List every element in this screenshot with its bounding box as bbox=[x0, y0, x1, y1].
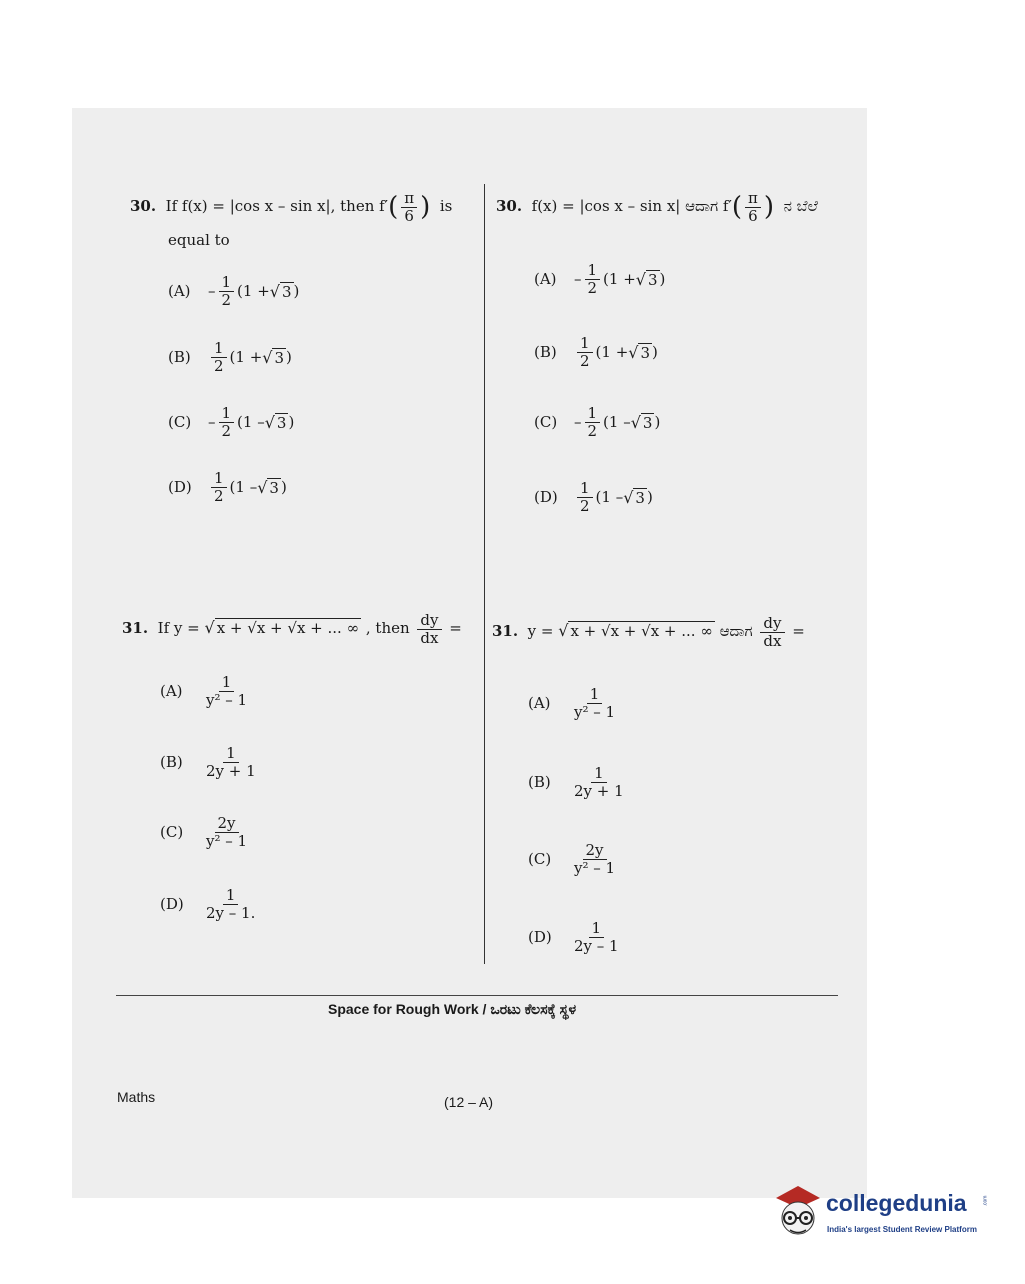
root-icon: √ bbox=[623, 487, 634, 507]
fraction-denominator: y² – 1 bbox=[206, 690, 248, 709]
option-label: (A) bbox=[528, 694, 551, 712]
option-radicand: 3 bbox=[276, 413, 287, 432]
option-label: (B) bbox=[160, 753, 183, 771]
option-paren-close: ) bbox=[654, 413, 661, 431]
option-sign: – bbox=[208, 282, 216, 300]
fraction-denominator: 2 bbox=[580, 496, 590, 515]
q31-en-stem-prefix: If y = bbox=[157, 619, 200, 637]
fraction-denominator: y² – 1 bbox=[206, 831, 248, 850]
root-icon: √ bbox=[628, 342, 639, 362]
option-sign: – bbox=[574, 270, 582, 288]
q30-en-stem-line2: equal to bbox=[168, 231, 230, 249]
q30-en-option-b bbox=[168, 340, 292, 374]
fraction-denominator: y² – 1 bbox=[574, 702, 616, 721]
fraction-numerator: 1 bbox=[211, 470, 227, 488]
fraction-numerator: 1 bbox=[219, 405, 235, 423]
option-fraction bbox=[203, 674, 250, 708]
fraction-denominator: y² – 1 bbox=[574, 858, 616, 877]
root-icon: √ bbox=[635, 269, 646, 289]
option-radicand: 3 bbox=[640, 343, 651, 362]
q31-kn-stem-mid: ಆದಾಗ bbox=[719, 622, 753, 640]
fraction-denominator: 2 bbox=[587, 278, 598, 297]
option-label: (A) bbox=[168, 282, 191, 300]
q30-en-stem-suffix: is bbox=[439, 197, 453, 215]
q31-en-option-b bbox=[160, 745, 262, 779]
fraction-numerator: 1 bbox=[591, 765, 607, 783]
q31-kn-stem: 31. y = √ x + √x + √x + ... ∞ ಆದಾಗ $\frac{dy}{dx}$ = bbox=[492, 614, 805, 650]
q31-en-stem: 31. If y = √ x + √x + √x + ... ∞ , then $\frac{dy}{dx}$ = bbox=[122, 611, 462, 647]
option-label: (C) bbox=[168, 413, 192, 431]
option-label: (B) bbox=[168, 348, 191, 366]
root-icon: √ bbox=[269, 281, 280, 301]
q30-kn-option-d bbox=[534, 480, 653, 514]
logo-tagline: India's largest Student Review Platform bbox=[827, 1225, 977, 1234]
logo-name: collegedunia bbox=[826, 1190, 967, 1216]
option-radicand: 3 bbox=[269, 478, 279, 497]
option-sign: – bbox=[574, 413, 582, 431]
option-paren-open: (1 – bbox=[595, 488, 624, 506]
q30-en-number: 30. bbox=[130, 197, 157, 215]
fraction-denominator: 2 bbox=[221, 421, 232, 440]
fraction-numerator: 2y bbox=[215, 815, 239, 833]
option-fraction bbox=[203, 887, 258, 921]
rough-work-label: Space for Rough Work / ಒರಟು ಕೆಲಸಕ್ಕೆ ಸ್ಥಳ bbox=[328, 1001, 577, 1017]
option-fraction bbox=[219, 405, 235, 439]
option-radicand: 3 bbox=[647, 270, 658, 289]
q30-kn-stem: 30. f(x) = |cos x – sin x| ಆದಾಗ f′( $\frac{\pi}{6}$ ) ನ ಬೆಲೆ bbox=[496, 189, 818, 225]
q30-kn-option-c bbox=[534, 405, 660, 439]
q30-kn-stem-text: f(x) = |cos x – sin x| ಆದಾಗ f′ bbox=[531, 197, 732, 215]
footer-page-number: (12 – A) bbox=[444, 1094, 494, 1110]
option-fraction bbox=[571, 686, 618, 720]
q30-en-pi-over-6: $\frac{\pi}{6}$ bbox=[401, 190, 417, 224]
rough-work-rule bbox=[116, 995, 838, 996]
option-label: (D) bbox=[168, 478, 192, 496]
fraction-denominator: 2 bbox=[221, 290, 232, 309]
option-fraction bbox=[219, 274, 235, 308]
option-fraction bbox=[571, 920, 622, 954]
fraction-numerator: 1 bbox=[577, 335, 593, 353]
option-label: (A) bbox=[534, 270, 557, 288]
option-paren-open: (1 + bbox=[603, 270, 636, 288]
root-icon: √ bbox=[262, 347, 273, 367]
q31-en-radicand: x + √x + √x + ... ∞ bbox=[216, 619, 360, 637]
fraction-denominator: 2 bbox=[587, 421, 598, 440]
q31-en-eq: = bbox=[449, 619, 462, 637]
option-paren-close: ) bbox=[293, 282, 300, 300]
q31-en-option-c bbox=[160, 815, 253, 849]
option-radicand: 3 bbox=[635, 488, 645, 507]
q31-kn-stem-prefix: y = bbox=[527, 622, 554, 640]
q31-en-number: 31. bbox=[122, 619, 149, 637]
fraction-denominator: 2 bbox=[580, 351, 590, 370]
fraction-numerator: 1 bbox=[585, 405, 601, 423]
option-fraction bbox=[211, 340, 227, 374]
q30-en-option-d bbox=[168, 470, 287, 504]
option-paren-open: (1 + bbox=[229, 348, 263, 366]
fraction-denominator: 2y – 1 bbox=[574, 936, 619, 955]
root-icon: √ bbox=[630, 412, 641, 432]
option-label: (C) bbox=[528, 850, 552, 868]
q31-en-option-d bbox=[160, 887, 261, 921]
option-paren-close: ) bbox=[280, 478, 287, 496]
fraction-denominator: 2y + 1 bbox=[206, 761, 256, 780]
option-label: (D) bbox=[160, 895, 184, 913]
option-paren-open: (1 – bbox=[229, 478, 258, 496]
q31-kn-option-b bbox=[528, 765, 630, 799]
fraction-denominator: 2 bbox=[214, 356, 224, 375]
option-fraction bbox=[577, 480, 593, 514]
option-fraction bbox=[571, 842, 618, 876]
exam-page bbox=[72, 108, 867, 1198]
q31-kn-option-d bbox=[528, 920, 625, 954]
fraction-numerator: 1 bbox=[589, 920, 605, 938]
option-fraction bbox=[203, 815, 250, 849]
fraction-numerator: 1 bbox=[219, 674, 235, 692]
option-label: (D) bbox=[528, 928, 552, 946]
mascot-icon bbox=[768, 1180, 828, 1246]
option-label: (C) bbox=[534, 413, 558, 431]
fraction-numerator: 1 bbox=[587, 686, 603, 704]
root-icon: √ bbox=[264, 412, 275, 432]
fraction-numerator: 1 bbox=[577, 480, 593, 498]
option-paren-open: (1 – bbox=[237, 413, 265, 431]
fraction-numerator: 1 bbox=[223, 887, 239, 905]
q31-en-stem-mid: , then bbox=[365, 619, 410, 637]
option-paren-close: ) bbox=[652, 343, 658, 361]
option-label: (B) bbox=[534, 343, 557, 361]
q30-en-stem-text: If f(x) = |cos x – sin x|, then f′ bbox=[165, 197, 389, 215]
q31-kn-option-a bbox=[528, 686, 621, 720]
fraction-numerator: 1 bbox=[219, 274, 235, 292]
q30-kn-pi-over-6: $\frac{\pi}{6}$ bbox=[745, 190, 761, 224]
option-paren-close: ) bbox=[288, 413, 295, 431]
option-radicand: 3 bbox=[274, 348, 285, 367]
root-icon: √ bbox=[257, 477, 268, 497]
q30-kn-number: 30. bbox=[496, 197, 523, 215]
fraction-denominator: 2 bbox=[214, 486, 224, 505]
fraction-numerator: 1 bbox=[211, 340, 227, 358]
option-paren-close: ) bbox=[646, 488, 653, 506]
option-label: (D) bbox=[534, 488, 558, 506]
option-label: (A) bbox=[160, 682, 183, 700]
fraction-numerator: 1 bbox=[223, 745, 239, 763]
option-paren-open: (1 – bbox=[603, 413, 631, 431]
option-fraction bbox=[203, 745, 259, 779]
column-divider bbox=[484, 184, 485, 964]
q31-en-option-a bbox=[160, 674, 253, 708]
fraction-numerator: 1 bbox=[585, 262, 601, 280]
fraction-numerator: 2y bbox=[583, 842, 607, 860]
q31-kn-radicand: x + √x + √x + ... ∞ bbox=[570, 622, 713, 640]
option-fraction bbox=[585, 405, 601, 439]
q31-kn-option-c bbox=[528, 842, 621, 876]
option-radicand: 3 bbox=[642, 413, 653, 432]
fraction-denominator: 2y – 1. bbox=[206, 903, 256, 922]
q30-kn-option-a bbox=[534, 262, 665, 296]
option-label: (B) bbox=[528, 773, 551, 791]
option-fraction bbox=[571, 765, 627, 799]
option-label: (C) bbox=[160, 823, 184, 841]
q31-kn-dydx: $\frac{dy}{dx}$ bbox=[760, 615, 784, 649]
q31-en-dydx: $\frac{dy}{dx}$ bbox=[417, 612, 441, 646]
option-paren-open: (1 + bbox=[595, 343, 629, 361]
footer-subject: Maths bbox=[117, 1089, 156, 1105]
q31-kn-number: 31. bbox=[492, 622, 519, 640]
option-fraction bbox=[585, 262, 601, 296]
option-sign: – bbox=[208, 413, 216, 431]
q31-kn-eq: = bbox=[792, 622, 805, 640]
option-paren-close: ) bbox=[286, 348, 292, 366]
option-fraction bbox=[577, 335, 593, 369]
fraction-denominator: 2y + 1 bbox=[574, 781, 624, 800]
q30-en-option-a bbox=[168, 274, 299, 308]
option-paren-close: ) bbox=[659, 270, 666, 288]
q30-kn-stem-suffix: ನ ಬೆಲೆ bbox=[783, 197, 818, 215]
q30-kn-option-b bbox=[534, 335, 658, 369]
q30-en-stem: 30. If f(x) = |cos x – sin x|, then f′( $\frac{\pi}{6}$ ) is bbox=[130, 189, 453, 225]
collegedunia-logo bbox=[768, 1180, 1000, 1250]
q30-en-option-c bbox=[168, 405, 294, 439]
logo-tld: .com bbox=[982, 1195, 989, 1207]
option-fraction bbox=[211, 470, 227, 504]
option-paren-open: (1 + bbox=[237, 282, 270, 300]
option-radicand: 3 bbox=[281, 282, 292, 301]
